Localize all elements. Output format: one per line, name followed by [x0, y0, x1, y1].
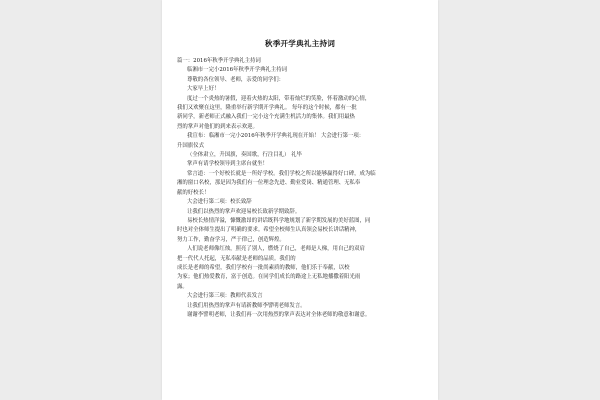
body-line: 把一代代人托起，无私奉献是老师的品质。我们的 — [177, 255, 296, 262]
document-page — [162, 0, 438, 400]
body-line: 时也对全体师生提出了明确的要求。希望全校师生认真领会易校长讲话精神， — [177, 227, 361, 234]
body-line: （全体肃立，升国旗，奏国歌，行注目礼） 礼毕 — [187, 152, 302, 159]
body-line: 我们又欢聚在这里，隆重举行新学期开学典礼。 每年的这个时候，都有一批 — [177, 105, 357, 112]
body-line: 成长是老师的希望，我们学校有一批尚素质的教师，他们乐于奉献，以校 — [177, 264, 350, 271]
body-line: 露。 — [177, 283, 188, 290]
body-line: 掌声有请学校领导到主席台就坐！ — [187, 161, 268, 168]
document-title: 秋季开学典礼主持词 — [264, 39, 336, 48]
body-line: 篇一：2016年秋季开学典礼主持词 — [177, 58, 261, 64]
body-line: 谢谢李譬明老师，让我们再一次用热烈的掌声表达对全体老师的敬意和谢意。 — [187, 311, 371, 318]
body-line: 我宣布：临湘市一完小2016年秋季开学典礼现在开始！ 大会进行第一项： — [187, 133, 365, 140]
body-line: 临湘市一完小2016年秋季开学典礼主持词 — [187, 67, 287, 74]
document-body — [177, 57, 423, 320]
body-line: 湘的窗口名校，那是因为我们有一位理念先进、勤业爱岗、精通管理、无私奉 — [177, 180, 361, 187]
body-line: 尊敬的各位领导、老师，亲爱的同学们： — [187, 76, 285, 83]
body-line: 为家；他们热爱教育，富于创造。在同学们成长的路途上无私地播撒着阳光雨 — [177, 274, 361, 281]
body-line: 献的好校长！ — [177, 189, 210, 196]
body-line: 人们说老师像红烛，照亮了别人，燃烧了自己，老师是人梯，用自己的双肩 — [187, 246, 365, 253]
body-line: 易校长热情洋溢，慷慨激昂的讲话既科学地规划了新学期发展的美好蓝图，同 — [187, 217, 371, 224]
body-line: 努力工作，勤奋学习，严于律己，创造辉煌。 — [177, 236, 285, 243]
body-line: 常言道：一个好校长就是一所好学校。我们学校之所以能够赢得好口碑，成为临 — [187, 170, 376, 177]
body-line: 大家早上好！ — [187, 86, 220, 93]
body-line: 大会进行第三项：教师代表发言 — [187, 293, 263, 300]
body-line: 让我们以热烈的掌声欢迎易校长致新学期致辞。 — [187, 208, 301, 215]
body-line: 升国旗仪式 — [177, 142, 204, 149]
body-line: 烈的掌声对他们的到来表示欢迎。 — [177, 123, 258, 130]
body-line: 度过一个炎热的暑假，迎着火热的太阳，带着灿烂的笑脸，怀着激动的心情， — [187, 95, 371, 102]
body-line: 让我们用热烈的掌声有请新教师李譬明老师发言。 — [187, 302, 306, 309]
body-line: 新同学，新老师正式融入我们一完小这个充满生机活力的集体。我们用最热 — [177, 114, 355, 121]
body-line: 大会进行第二项：校长致辞 — [187, 199, 252, 206]
